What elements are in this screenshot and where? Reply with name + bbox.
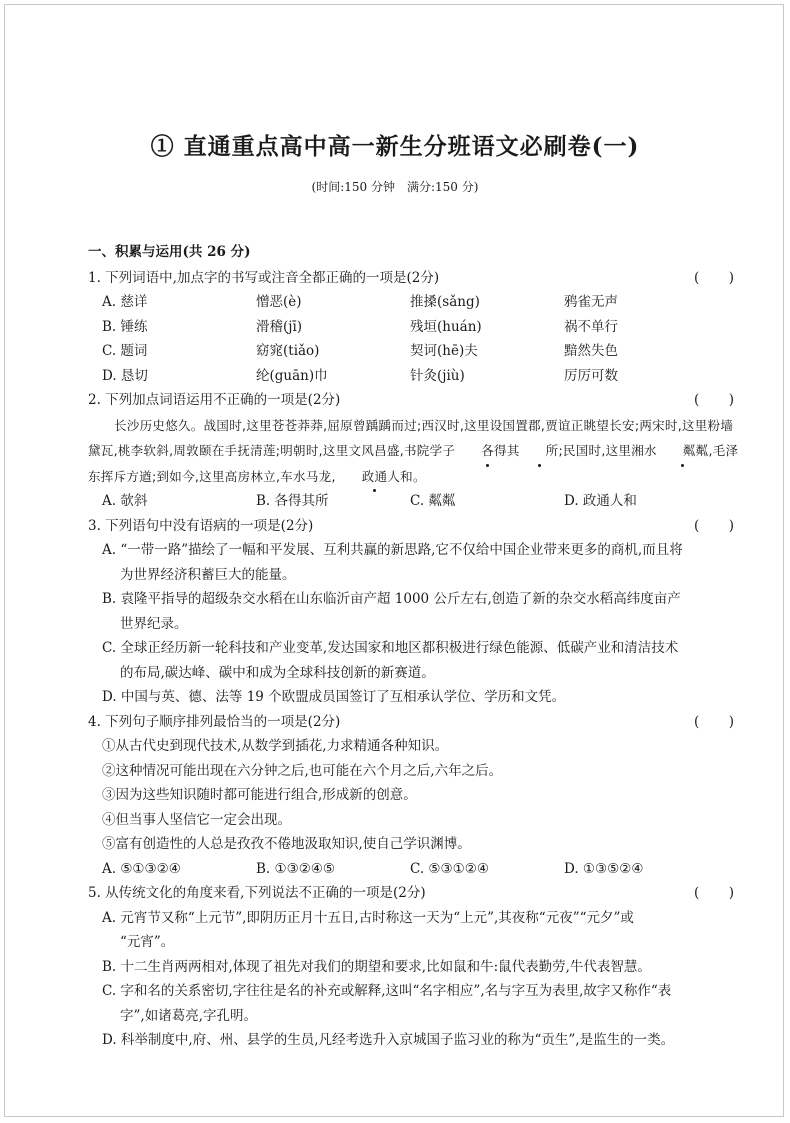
section-heading: 一、积累与运用(共 26 分) — [88, 244, 251, 260]
q3-option-d: D. 中国与英、德、法等 19 个欧盟成员国签订了互相承认学位、学历和文凭。 — [102, 689, 566, 705]
question-4 — [88, 710, 742, 735]
q5-option-d: D. 科举制度中,府、州、县学的生员,凡经考选升入京城国子监习业的称为“贡生”,是监生的一类。 — [102, 1032, 675, 1048]
answer-paren: ( ) — [694, 517, 734, 534]
answer-paren: ( ) — [694, 392, 734, 408]
q5-option-a-cont: “元宵”。 — [120, 934, 175, 950]
q4-sentence-2: ②这种情况可能出现在六分钟之后,也可能在六个月之后,六年之后。 — [102, 762, 503, 779]
q3-option-a-cont: 为世界经济积蓄巨大的能量。 — [120, 566, 296, 583]
q5-option-a: A. 元宵节又称“上元节”,即阴历正月十五日,古时称这一天为“上元”,其夜称“元夜”“元夕”或 — [102, 909, 634, 926]
q4-sentence-5: ⑤富有创造性的人总是孜孜不倦地汲取知识,使自己学识渊博。 — [102, 836, 471, 852]
page-title: ① 直通重点高中高一新生分班语文必刷卷(一) — [150, 133, 640, 160]
q4-sentence-4: ④但当事人坚信它一定会出现。 — [102, 811, 291, 828]
question-stem: 3. 下列语句中没有语病的一项是(2分) — [88, 517, 314, 534]
q3-option-a: A. “一带一路”描绘了一幅和平发展、互利共赢的新思路,它不仅给中国企业带来更多的商机,而且将 — [102, 542, 683, 558]
exam-content — [88, 240, 742, 1053]
question-3 — [88, 514, 742, 539]
q1-option-b: B. 锤练 滑稽(jī) 残垣(huán) 祸不单行 — [102, 318, 618, 335]
q1-option-a: A. 慈详 憎恶(è) 推搡(sǎng) 鸦雀无声 — [102, 294, 618, 310]
question-1 — [88, 266, 742, 291]
q1-option-c: C. 题词 窈窕(tiǎo) 契诃(hē)夫 黯然失色 — [102, 343, 618, 359]
answer-paren: ( ) — [694, 885, 734, 901]
q4-sentence-1: ①从古代史到现代技术,从数学到插花,力求精通各种知识。 — [102, 738, 449, 754]
exam-meta: (时间:150 分钟 满分:150 分) — [311, 180, 479, 194]
question-stem: 1. 下列词语中,加点字的书写或注音全都正确的一项是(2分) — [88, 269, 440, 286]
q5-option-c: C. 字和名的关系密切,字往往是名的补充或解释,这叫“名字相应”,名与字互为表里,故字又称作“表 — [102, 983, 672, 999]
q1-option-d: D. 恳切 纶(guān)巾 针灸(jiù) 厉厉可数 — [102, 367, 618, 384]
q5-option-b: B. 十二生肖两两相对,体现了祖先对我们的期望和要求,比如鼠和牛:鼠代表勤劳,牛代表智慧。 — [102, 958, 651, 975]
q4-sentence-3: ③因为这些知识随时都可能进行组合,形成新的创意。 — [102, 787, 417, 803]
q2-options: A. 欹斜 B. 各得其所 C. 粼粼 D. 政通人和 — [102, 493, 637, 509]
q4-options: A. ⑤①③②④ B. ①③②④⑤ C. ⑤③①②④ D. ①③⑤②④ — [102, 860, 644, 877]
q5-option-c-cont: 字”,如诸葛亮,字孔明。 — [120, 1007, 257, 1024]
question-stem: 4. 下列句子顺序排列最恰当的一项是(2分) — [88, 713, 341, 730]
answer-paren: ( ) — [694, 713, 734, 730]
q3-option-c: C. 全球正经历新一轮科技和产业变革,发达国家和地区都积极进行绿色能源、低碳产业和清洁技术 — [102, 640, 679, 656]
question-5 — [88, 881, 742, 906]
answer-paren: ( ) — [694, 269, 734, 286]
q3-option-b-cont: 世界纪录。 — [120, 615, 188, 632]
question-stem: 5. 从传统文化的角度来看,下列说法不正确的一项是(2分) — [88, 885, 426, 901]
q3-option-b: B. 袁隆平指导的超级杂交水稻在山东临沂亩产超 1000 公斤左右,创造了新的杂交水稻高纬度亩产 — [102, 591, 681, 607]
q3-option-c-cont: 的布局,碳达峰、碳中和成为全球科技创新的新赛道。 — [120, 664, 435, 681]
q2-passage: 长沙历史悠久。战国时,这里苍苍莽莽,屈原曾踽踽而过;西汉时,这里设国置郡,贾谊正眺望长安;两宋时,这里粉墙黛瓦,桃李软斜,周敦颐在手抚清莲;明朝时,这里文风昌盛,书院学子 各得其 所;民国时,这里湘水 粼粼,毛泽东挥斥方遒;到如今,这里高房林立,车水马龙, 政通人和。 — [88, 413, 742, 490]
question-stem: 2. 下列加点词语运用不正确的一项是(2分) — [88, 392, 341, 408]
question-2 — [88, 388, 742, 413]
